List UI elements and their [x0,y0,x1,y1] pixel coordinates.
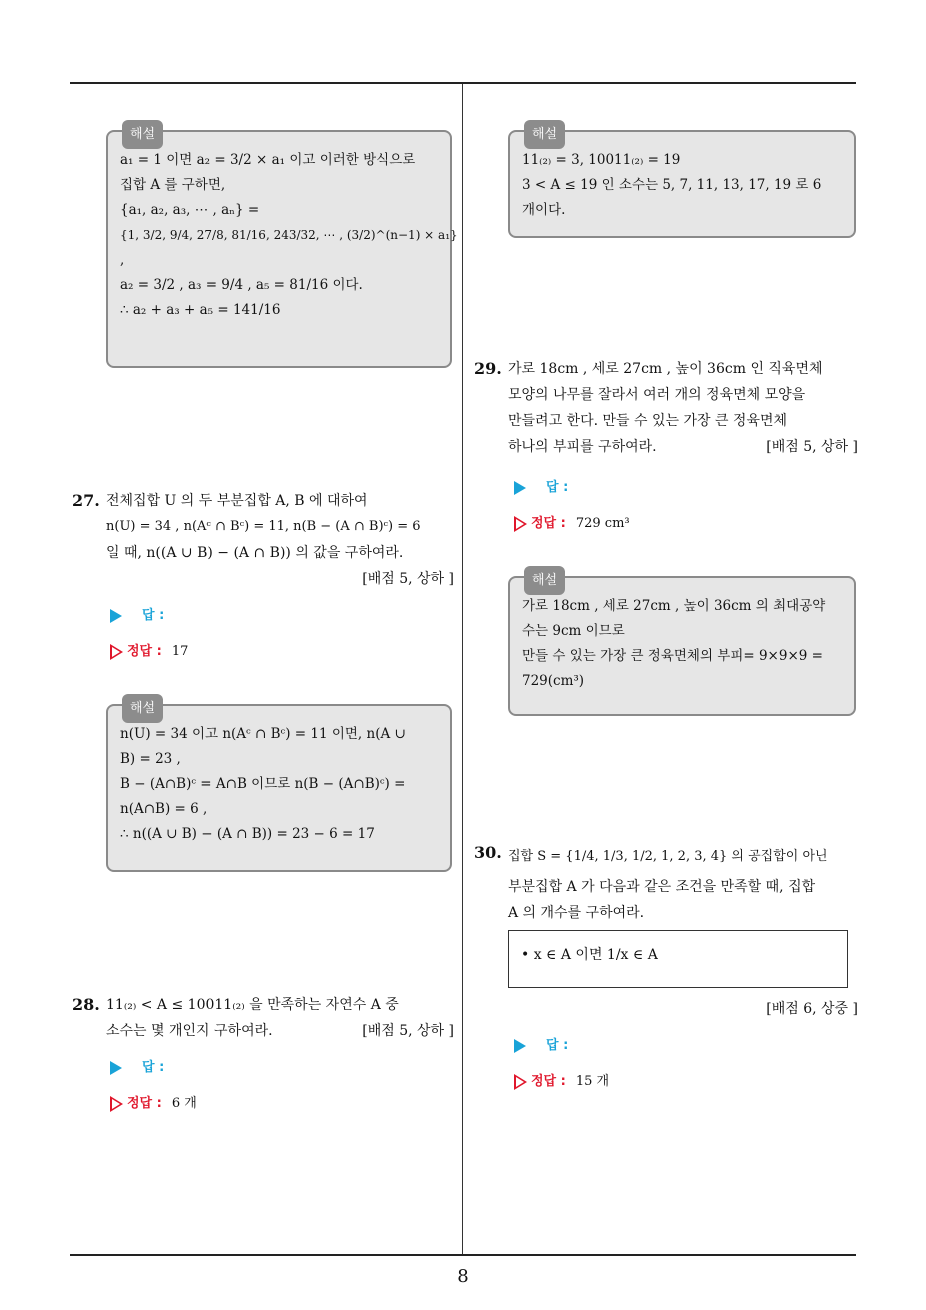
outline-arrow-icon [514,516,527,532]
correct-label: 정답 : [127,1096,162,1111]
play-arrow-icon [514,1039,526,1053]
solution-line: ∴ n((A ∪ B) − (A ∩ B)) = 23 − 6 = 17 [120,826,375,842]
condition-text: • x ∈ A 이면 1/x ∈ A [521,947,658,963]
correct-answer-28 [110,1092,197,1112]
solution-line: {1, 3/2, 9/4, 27/8, 81/16, 243/32, ⋯ , (3/2)^(n−1) × a₁} [120,228,458,242]
correct-label: 정답 : [531,516,566,531]
answer-field-27[interactable] [110,604,164,623]
question-text: 소수는 몇 개인지 구하여라. [106,1023,273,1039]
solution-box-29 [508,573,856,716]
correct-label: 정답 : [531,1074,566,1089]
answer-label: 답 : [142,608,165,623]
correct-value: 17 [171,644,189,659]
correct-answer-30 [514,1070,609,1090]
solution-box-27 [106,701,452,872]
correct-value: 6 개 [171,1096,197,1111]
question-text: 11₍₂₎ < A ≤ 10011₍₂₎ 을 만족하는 자연수 A 중 [106,997,399,1013]
solution-line: a₂ = 3/2 , a₃ = 9/4 , a₅ = 81/16 이다. [120,277,363,293]
question-text: 가로 18cm , 세로 27cm , 높이 36cm 인 직육면체 [508,361,823,377]
solution-box-28 [508,127,856,238]
question-text: 일 때, n((A ∪ B) − (A ∩ B)) 의 값을 구하여라. [106,545,404,561]
answer-label: 답 : [142,1060,165,1075]
answer-label: 답 : [546,480,569,495]
solution-line: 729(cm³) [522,673,585,689]
solution-line: 만들 수 있는 가장 큰 정육면체의 부피= 9×9×9 = [522,648,823,664]
correct-value: 729 cm³ [575,516,630,531]
explanation-tag: 해설 [524,120,565,149]
correct-answer-27 [110,640,188,660]
question-30 [474,840,858,926]
question-number: 27. [72,491,100,510]
question-number: 29. [474,359,502,378]
question-28 [72,992,454,1044]
explanation-tag: 해설 [524,566,565,595]
score-label: [배점 5, 상하 ] [362,1023,454,1039]
solution-box-26 [106,127,458,368]
solution-line: n(A∩B) = 6 , [120,801,208,817]
score-label: [배점 5, 상하 ] [362,571,454,587]
solution-line: 가로 18cm , 세로 27cm , 높이 36cm 의 최대공약 [522,598,826,614]
answer-field-29[interactable] [514,476,568,495]
question-29 [474,356,858,460]
bottom-rule [70,1254,856,1256]
explanation-tag: 해설 [122,694,163,723]
question-text: 전체집합 U 의 두 부분집합 A, B 에 대하여 [106,493,368,509]
explanation-tag: 해설 [122,120,163,149]
solution-line: a₁ = 1 이면 a₂ = 3/2 × a₁ 이고 이러한 방식으로 [120,152,416,168]
outline-arrow-icon [514,1074,527,1090]
score-row-30 [474,996,858,1022]
correct-label: 정답 : [127,644,162,659]
question-text: 부분집합 A 가 다음과 같은 조건을 만족할 때, 집합 [508,879,816,895]
play-arrow-icon [110,1061,122,1075]
outline-arrow-icon [110,644,123,660]
solution-line: B − (A∩B)ᶜ = A∩B 이므로 n(B − (A∩B)ᶜ) = [120,776,406,792]
column-divider [462,84,463,1256]
solution-line: 개이다. [522,202,566,218]
solution-line: , [120,252,125,268]
question-text: n(U) = 34 , n(Aᶜ ∩ Bᶜ) = 11, n(B − (A ∩ B)ᶜ) = 6 [106,519,421,534]
question-number: 30. [474,843,502,862]
score-label: [배점 6, 상중 ] [766,1001,858,1017]
page-number: 8 [457,1266,469,1287]
answer-field-30[interactable] [514,1034,568,1053]
solution-line: B) = 23 , [120,751,181,767]
solution-line: n(U) = 34 이고 n(Aᶜ ∩ Bᶜ) = 11 이면, n(A ∪ [120,726,406,742]
solution-line: ∴ a₂ + a₃ + a₅ = 141/16 [120,302,281,318]
solution-line: 11₍₂₎ = 3, 10011₍₂₎ = 19 [522,152,681,168]
condition-box [508,930,848,988]
question-number: 28. [72,995,100,1014]
correct-answer-29 [514,512,630,532]
solution-line: 수는 9cm 이므로 [522,623,625,639]
score-label: [배점 5, 상하 ] [766,439,858,455]
question-text: 하나의 부피를 구하여라. [508,439,657,455]
question-text: 만들려고 한다. 만들 수 있는 가장 큰 정육면체 [508,413,788,429]
question-text: A 의 개수를 구하여라. [508,905,645,921]
question-text: 모양의 나무를 잘라서 여러 개의 정육면체 모양을 [508,387,806,403]
answer-field-28[interactable] [110,1056,164,1075]
solution-line: 3 < A ≤ 19 인 소수는 5, 7, 11, 13, 17, 19 로 6 [522,177,822,193]
correct-value: 15 개 [575,1074,610,1089]
outline-arrow-icon [110,1096,123,1112]
question-27 [72,488,454,592]
solution-line: 집합 A 를 구하면, [120,177,226,193]
play-arrow-icon [110,609,122,623]
answer-label: 답 : [546,1038,569,1053]
solution-line: {a₁, a₂, a₃, ⋯ , aₙ} = [120,202,260,218]
play-arrow-icon [514,481,526,495]
top-rule [70,82,856,84]
question-text: 집합 S = {1/4, 1/3, 1/2, 1, 2, 3, 4} 의 공집합이 아닌 [508,849,828,864]
